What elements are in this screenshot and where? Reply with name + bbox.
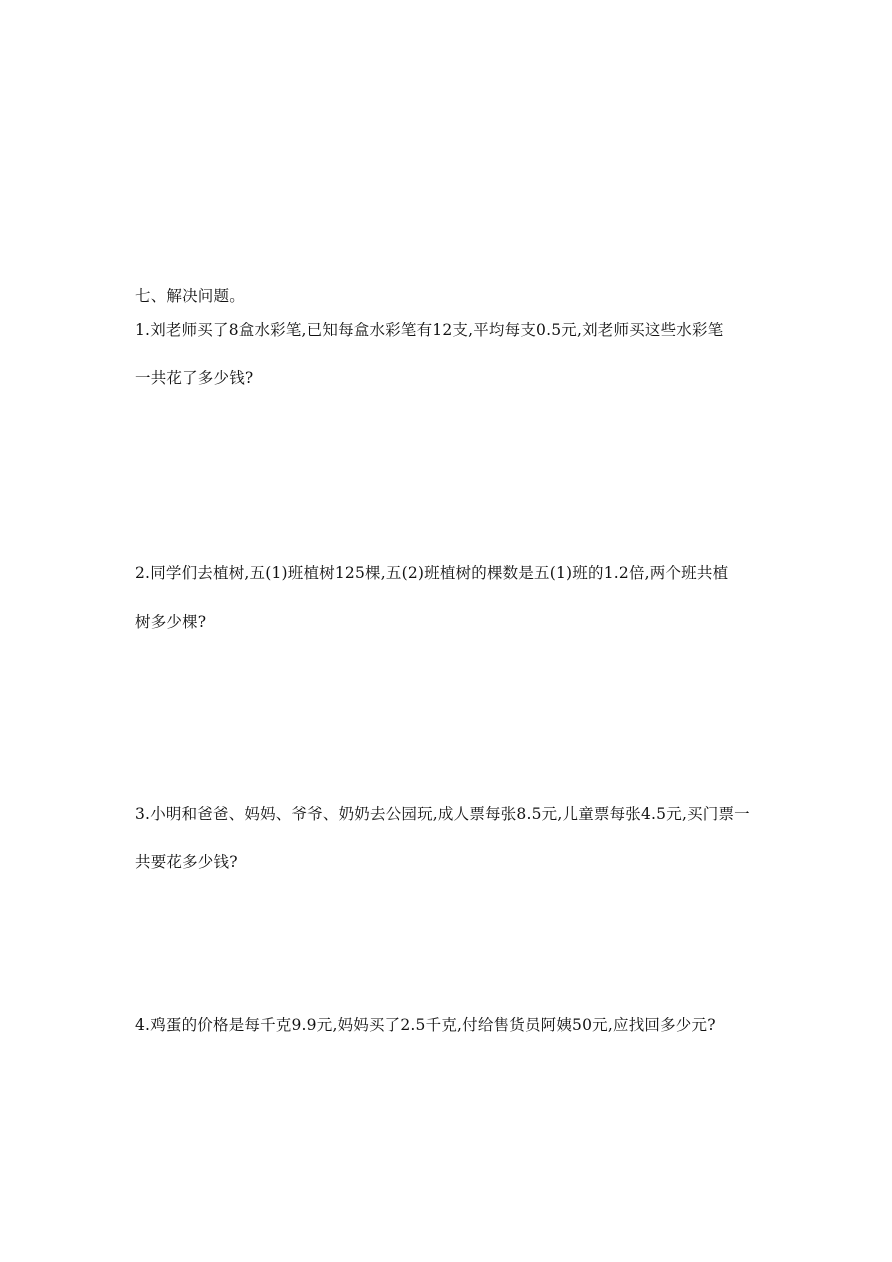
question-3-line-2: 共要花多少钱? xyxy=(135,853,238,871)
question-1-line-1: 1.刘老师买了8盒水彩笔,已知每盒水彩笔有12支,平均每支0.5元,刘老师买这些水彩笔 xyxy=(135,321,724,339)
question-1-line-2: 一共花了多少钱? xyxy=(135,369,254,387)
section-heading: 七、解决问题。 xyxy=(135,287,245,305)
question-4-line-1: 4.鸡蛋的价格是每千克9.9元,妈妈买了2.5千克,付给售货员阿姨50元,应找回多少元? xyxy=(135,1016,716,1034)
question-2-line-1: 2.同学们去植树,五(1)班植树125棵,五(2)班植树的棵数是五(1)班的1.2倍,两个班共植 xyxy=(135,564,729,582)
question-2-line-2: 树多少棵? xyxy=(135,613,207,631)
question-3-line-1: 3.小明和爸爸、妈妈、爷爷、奶奶去公园玩,成人票每张8.5元,儿童票每张4.5元,买门票一 xyxy=(135,805,750,823)
